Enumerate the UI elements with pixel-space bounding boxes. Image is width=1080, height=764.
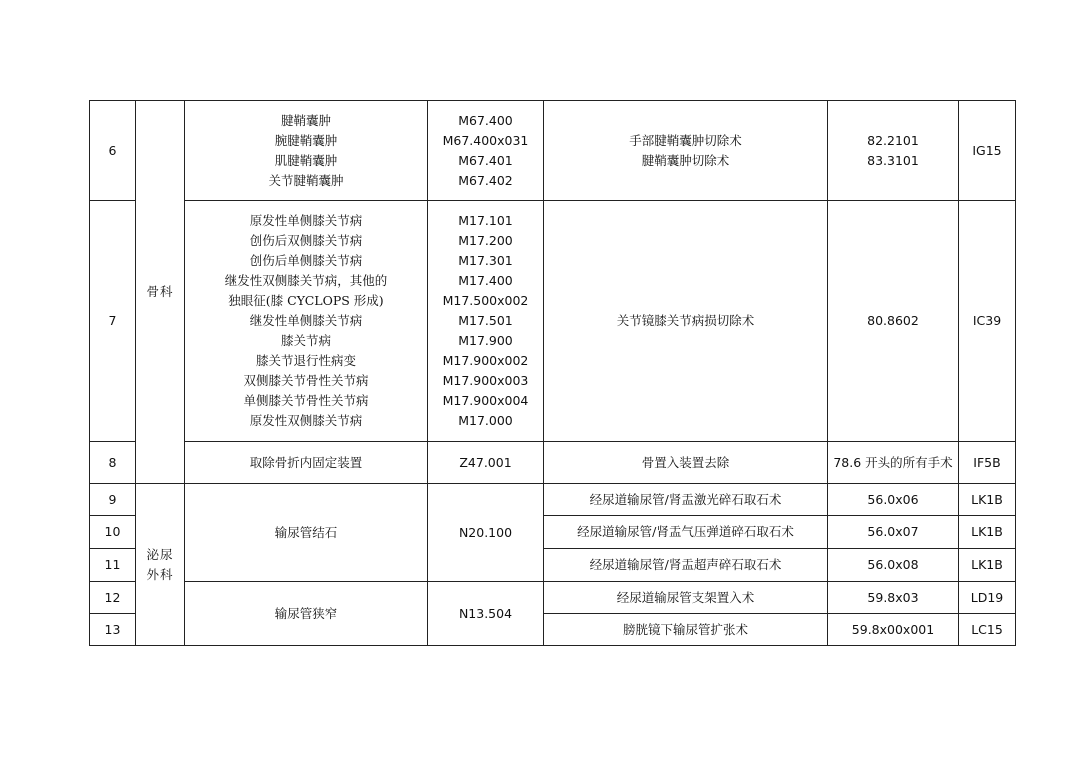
- diagnosis-names: 腱鞘囊肿 腕腱鞘囊肿 肌腱鞘囊肿 关节腱鞘囊肿: [185, 101, 428, 201]
- procedure-codes: 78.6 开头的所有手术: [828, 442, 959, 484]
- diagnosis-codes: M17.101 M17.200 M17.301 M17.400 M17.500x002 M17.501 M17.900 M17.900x002 M17.900x003 M17.900x004 M17.000: [428, 201, 544, 442]
- row-number: 6: [90, 101, 136, 201]
- group-code: LK1B: [959, 484, 1016, 516]
- diagnosis-codes: N13.504: [428, 582, 544, 646]
- group-code: LK1B: [959, 516, 1016, 549]
- table-row-9: [90, 484, 1016, 516]
- table-row-8: [90, 442, 1016, 484]
- disease-procedure-table: [89, 100, 1016, 646]
- procedure-names: 关节镜膝关节病损切除术: [544, 201, 828, 442]
- procedure-codes: 56.0x07: [828, 516, 959, 549]
- table-row-12: [90, 582, 1016, 614]
- group-code: IC39: [959, 201, 1016, 442]
- group-code: LD19: [959, 582, 1016, 614]
- diagnosis-names: 原发性单侧膝关节病 创伤后双侧膝关节病 创伤后单侧膝关节病 继发性双侧膝关节病，其他的 独眼征(膝 CYCLOPS 形成) 继发性单侧膝关节病 膝关节病 膝关节退行性病变 双侧膝关节骨性关节病 单侧膝关节骨性关节病 原发性双侧膝关节病: [185, 201, 428, 442]
- procedure-codes: 56.0x08: [828, 549, 959, 582]
- group-code: LK1B: [959, 549, 1016, 582]
- row-number: 9: [90, 484, 136, 516]
- group-code: IF5B: [959, 442, 1016, 484]
- group-code: IG15: [959, 101, 1016, 201]
- procedure-codes: 56.0x06: [828, 484, 959, 516]
- procedure-names: 经尿道输尿管/肾盂气压弹道碎石取石术: [544, 516, 828, 549]
- row-number: 11: [90, 549, 136, 582]
- department-urology: 泌尿 外科: [136, 484, 185, 646]
- row-number: 13: [90, 614, 136, 646]
- diagnosis-codes: N20.100: [428, 484, 544, 582]
- group-code: LC15: [959, 614, 1016, 646]
- procedure-codes: 82.2101 83.3101: [828, 101, 959, 201]
- row-number: 12: [90, 582, 136, 614]
- department-ortho: 骨科: [136, 101, 185, 484]
- procedure-names: 手部腱鞘囊肿切除术 腱鞘囊肿切除术: [544, 101, 828, 201]
- procedure-codes: 59.8x00x001: [828, 614, 959, 646]
- procedure-names: 经尿道输尿管/肾盂激光碎石取石术: [544, 484, 828, 516]
- procedure-codes: 80.8602: [828, 201, 959, 442]
- row-number: 7: [90, 201, 136, 442]
- table-row-7: [90, 201, 1016, 442]
- diagnosis-names: 输尿管结石: [185, 484, 428, 582]
- row-number: 10: [90, 516, 136, 549]
- procedure-codes: 59.8x03: [828, 582, 959, 614]
- table-row-6: [90, 101, 1016, 201]
- procedure-names: 骨置入装置去除: [544, 442, 828, 484]
- procedure-names: 经尿道输尿管支架置入术: [544, 582, 828, 614]
- diagnosis-names: 输尿管狭窄: [185, 582, 428, 646]
- diagnosis-codes: M67.400 M67.400x031 M67.401 M67.402: [428, 101, 544, 201]
- row-number: 8: [90, 442, 136, 484]
- diagnosis-names: 取除骨折内固定装置: [185, 442, 428, 484]
- procedure-names: 经尿道输尿管/肾盂超声碎石取石术: [544, 549, 828, 582]
- diagnosis-codes: Z47.001: [428, 442, 544, 484]
- procedure-names: 膀胱镜下输尿管扩张术: [544, 614, 828, 646]
